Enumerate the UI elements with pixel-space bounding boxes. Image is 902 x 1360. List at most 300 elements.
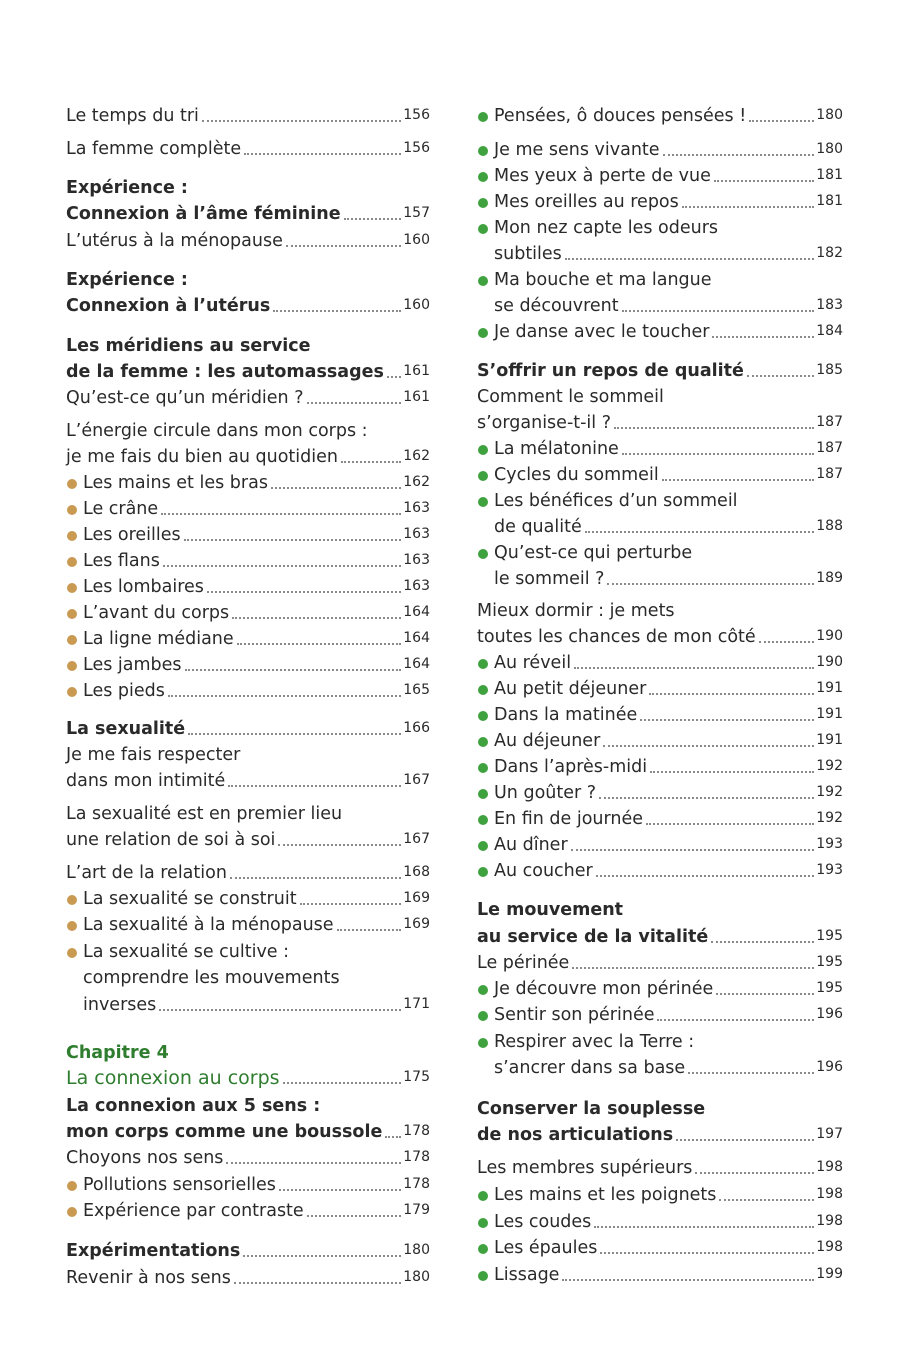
toc-entry-title: Je découvre mon périnée bbox=[494, 979, 714, 999]
toc-entry-title: Au dîner bbox=[494, 835, 568, 855]
toc-entry bbox=[477, 1263, 843, 1287]
toc-entry bbox=[477, 216, 843, 240]
toc-entry bbox=[66, 229, 430, 253]
toc-entry-title: au service de la vitalité bbox=[477, 927, 709, 947]
toc-entry bbox=[66, 176, 430, 200]
bullet-icon bbox=[478, 146, 488, 156]
dot-leader bbox=[585, 531, 815, 533]
toc-entry bbox=[66, 913, 430, 937]
toc-entry-title: je me fais du bien au quotidien bbox=[66, 447, 338, 467]
toc-entry-page: 190 bbox=[816, 654, 843, 670]
toc-entry bbox=[66, 575, 430, 599]
toc-entry-page: 197 bbox=[816, 1126, 843, 1142]
toc-entry-page: 165 bbox=[403, 682, 430, 698]
toc-entry-title: Les lombaires bbox=[83, 577, 204, 597]
toc-entry bbox=[477, 1097, 843, 1121]
dot-leader bbox=[607, 583, 814, 585]
toc-entry-page: 195 bbox=[816, 928, 843, 944]
dot-leader bbox=[711, 941, 814, 943]
bullet-icon bbox=[478, 1038, 488, 1048]
dot-leader bbox=[237, 643, 402, 645]
toc-entry-title: une relation de soi à soi bbox=[66, 830, 276, 850]
toc-entry bbox=[477, 1210, 843, 1234]
toc-entry bbox=[477, 755, 843, 779]
toc-entry bbox=[66, 653, 430, 677]
toc-entry-title: Les mains et les poignets bbox=[494, 1185, 717, 1205]
toc-entry-page: 164 bbox=[403, 604, 430, 620]
dot-leader bbox=[649, 693, 814, 695]
toc-entry-page: 185 bbox=[816, 362, 843, 378]
toc-entry-title: Ma bouche et ma langue bbox=[494, 270, 712, 290]
toc-entry-page: 163 bbox=[403, 526, 430, 542]
toc-entry bbox=[477, 567, 843, 591]
toc-entry-page: 157 bbox=[403, 205, 430, 221]
toc-entry-page: 192 bbox=[816, 758, 843, 774]
bullet-icon bbox=[67, 531, 77, 541]
dot-leader bbox=[622, 453, 814, 455]
dot-leader bbox=[168, 695, 401, 697]
dot-leader bbox=[273, 310, 401, 312]
toc-entry-page: 187 bbox=[816, 440, 843, 456]
bullet-icon bbox=[478, 789, 488, 799]
toc-entry-title: de nos articulations bbox=[477, 1125, 674, 1145]
toc-entry-page: 161 bbox=[403, 363, 430, 379]
toc-entry-page: 191 bbox=[816, 706, 843, 722]
toc-entry-title: s’ancrer dans sa base bbox=[494, 1058, 686, 1078]
dot-leader bbox=[163, 565, 401, 567]
dot-leader bbox=[600, 1252, 814, 1254]
toc-entry bbox=[477, 1003, 843, 1027]
bullet-icon bbox=[478, 867, 488, 877]
toc-entry-title: Les bénéfices d’un sommeil bbox=[494, 491, 738, 511]
toc-entry bbox=[477, 437, 843, 461]
toc-entry-title: L’avant du corps bbox=[83, 603, 230, 623]
toc-entry-page: 164 bbox=[403, 656, 430, 672]
dot-leader bbox=[676, 1139, 814, 1141]
toc-entry-page: 193 bbox=[816, 862, 843, 878]
toc-entry-page: 182 bbox=[816, 245, 843, 261]
toc-entry bbox=[477, 489, 843, 513]
toc-entry-page: 179 bbox=[403, 1202, 430, 1218]
bullet-icon bbox=[478, 711, 488, 721]
toc-entry-title: Connexion à l’utérus bbox=[66, 296, 271, 316]
toc-entry-page: 180 bbox=[403, 1242, 430, 1258]
toc-entry-page: 178 bbox=[403, 1123, 430, 1139]
dot-leader bbox=[159, 1009, 401, 1011]
toc-entry-title: Le temps du tri bbox=[66, 106, 199, 126]
bullet-icon bbox=[478, 841, 488, 851]
dot-leader bbox=[571, 849, 815, 851]
toc-entry-page: 156 bbox=[403, 140, 430, 156]
bullet-icon bbox=[478, 471, 488, 481]
toc-entry-title: Comment le sommeil bbox=[477, 387, 664, 407]
toc-entry-title: Mes oreilles au repos bbox=[494, 192, 679, 212]
toc-entry-title: La connexion aux 5 sens : bbox=[66, 1096, 321, 1116]
bullet-icon bbox=[478, 549, 488, 559]
dot-leader bbox=[565, 258, 814, 260]
toc-entry bbox=[477, 807, 843, 831]
toc-entry-title: La sexualité se construit bbox=[83, 889, 297, 909]
dot-leader bbox=[244, 153, 401, 155]
toc-entry-page: 199 bbox=[816, 1266, 843, 1282]
toc-entry bbox=[66, 769, 430, 793]
toc-entry-title: Lissage bbox=[494, 1265, 560, 1285]
dot-leader bbox=[385, 1136, 401, 1138]
toc-entry-page: 180 bbox=[403, 1269, 430, 1285]
dot-leader bbox=[283, 1082, 402, 1084]
bullet-icon bbox=[478, 172, 488, 182]
toc-entry-title: Les coudes bbox=[494, 1212, 592, 1232]
bullet-icon bbox=[478, 112, 488, 122]
toc-entry-title: Chapitre 4 bbox=[66, 1043, 169, 1063]
dot-leader bbox=[234, 1282, 401, 1284]
toc-entry bbox=[477, 541, 843, 565]
toc-entry bbox=[66, 497, 430, 521]
bullet-icon bbox=[67, 948, 77, 958]
dot-leader bbox=[300, 903, 402, 905]
toc-entry bbox=[66, 471, 430, 495]
bullet-icon bbox=[67, 557, 77, 567]
toc-entry-title: La sexualité à la ménopause bbox=[83, 915, 334, 935]
bullet-icon bbox=[67, 661, 77, 671]
dot-leader bbox=[574, 667, 814, 669]
toc-entry-title: La sexualité se cultive : bbox=[83, 942, 290, 962]
toc-entry-page: 191 bbox=[816, 732, 843, 748]
toc-entry-page: 171 bbox=[403, 996, 430, 1012]
bullet-icon bbox=[478, 1218, 488, 1228]
bullet-icon bbox=[67, 1181, 77, 1191]
dot-leader bbox=[243, 1255, 401, 1257]
toc-entry-title: Choyons nos sens bbox=[66, 1148, 224, 1168]
toc-entry bbox=[477, 925, 843, 949]
bullet-icon bbox=[478, 659, 488, 669]
toc-entry bbox=[66, 1266, 430, 1290]
toc-entry-page: 166 bbox=[403, 720, 430, 736]
toc-entry bbox=[477, 1123, 843, 1147]
toc-entry-page: 181 bbox=[816, 167, 843, 183]
bullet-icon bbox=[478, 685, 488, 695]
toc-entry bbox=[66, 137, 430, 161]
toc-entry bbox=[477, 138, 843, 162]
toc-entry bbox=[477, 729, 843, 753]
toc-entry-page: 175 bbox=[403, 1069, 430, 1085]
bullet-icon bbox=[478, 815, 488, 825]
toc-entry-page: 168 bbox=[403, 864, 430, 880]
toc-entry-page: 178 bbox=[403, 1176, 430, 1192]
dot-leader bbox=[562, 1279, 814, 1281]
toc-entry bbox=[477, 242, 843, 266]
dot-leader bbox=[759, 641, 815, 643]
toc-entry-title: inverses bbox=[83, 995, 157, 1015]
toc-entry bbox=[66, 268, 430, 292]
bullet-icon bbox=[478, 763, 488, 773]
bullet-icon bbox=[67, 895, 77, 905]
toc-entry bbox=[66, 1094, 430, 1118]
toc-entry-title: mon corps comme une boussole bbox=[66, 1122, 383, 1142]
dot-leader bbox=[622, 310, 815, 312]
toc-entry bbox=[66, 966, 430, 990]
toc-entry-page: 160 bbox=[403, 297, 430, 313]
toc-entry-title: Pollutions sensorielles bbox=[83, 1175, 276, 1195]
toc-entry bbox=[477, 1236, 843, 1260]
toc-entry bbox=[477, 859, 843, 883]
toc-entry-title: En fin de journée bbox=[494, 809, 643, 829]
bullet-icon bbox=[478, 328, 488, 338]
bullet-icon bbox=[478, 737, 488, 747]
dot-leader bbox=[747, 375, 814, 377]
toc-entry-title: dans mon intimité bbox=[66, 771, 226, 791]
bullet-icon bbox=[478, 985, 488, 995]
toc-entry-title: Expérience : bbox=[66, 270, 188, 290]
dot-leader bbox=[184, 539, 402, 541]
dot-leader bbox=[230, 877, 401, 879]
toc-entry bbox=[477, 411, 843, 435]
dot-leader bbox=[695, 1172, 814, 1174]
toc-entry-title: Respirer avec la Terre : bbox=[494, 1032, 695, 1052]
dot-leader bbox=[663, 154, 815, 156]
dot-leader bbox=[712, 336, 814, 338]
toc-entry-title: La ligne médiane bbox=[83, 629, 234, 649]
toc-entry-title: subtiles bbox=[494, 244, 562, 264]
toc-entry-page: 181 bbox=[816, 193, 843, 209]
toc-entry bbox=[477, 703, 843, 727]
toc-entry-page: 163 bbox=[403, 578, 430, 594]
toc-entry-title: Sentir son périnée bbox=[494, 1005, 655, 1025]
toc-entry bbox=[66, 1041, 430, 1065]
toc-entry bbox=[66, 334, 430, 358]
toc-entry-page: 196 bbox=[816, 1059, 843, 1075]
toc-entry bbox=[66, 104, 430, 128]
dot-leader bbox=[640, 719, 814, 721]
toc-entry-title: comprendre les mouvements bbox=[83, 968, 340, 988]
toc-entry bbox=[66, 419, 430, 443]
dot-leader bbox=[307, 402, 402, 404]
toc-entry bbox=[66, 601, 430, 625]
toc-entry bbox=[66, 523, 430, 547]
toc-entry-title: Mes yeux à perte de vue bbox=[494, 166, 711, 186]
toc-entry-page: 156 bbox=[403, 107, 430, 123]
toc-entry-page: 178 bbox=[403, 1149, 430, 1165]
toc-entry-title: Les flans bbox=[83, 551, 160, 571]
toc-entry-page: 187 bbox=[816, 466, 843, 482]
dot-leader bbox=[307, 1215, 402, 1217]
toc-entry-title: Un goûter ? bbox=[494, 783, 597, 803]
toc-entry-title: S’offrir un repos de qualité bbox=[477, 361, 744, 381]
toc-entry-title: La mélatonine bbox=[494, 439, 619, 459]
toc-entry-title: Le mouvement bbox=[477, 900, 624, 920]
bullet-icon bbox=[67, 609, 77, 619]
toc-entry-title: Le périnée bbox=[477, 953, 570, 973]
toc-entry bbox=[66, 549, 430, 573]
toc-entry-page: 187 bbox=[816, 414, 843, 430]
toc-entry-title: s’organise-t-il ? bbox=[477, 413, 612, 433]
toc-entry bbox=[477, 781, 843, 805]
toc-entry-page: 193 bbox=[816, 836, 843, 852]
toc-entry-title: La sexualité bbox=[66, 719, 186, 739]
dot-leader bbox=[682, 206, 815, 208]
bullet-icon bbox=[478, 276, 488, 286]
bullet-icon bbox=[478, 1191, 488, 1201]
toc-entry bbox=[477, 1030, 843, 1054]
toc-entry-title: Les membres supérieurs bbox=[477, 1158, 693, 1178]
toc-entry bbox=[477, 1156, 843, 1180]
toc-entry bbox=[477, 1056, 843, 1080]
toc-entry-title: La sexualité est en premier lieu bbox=[66, 804, 343, 824]
dot-leader bbox=[341, 461, 401, 463]
toc-entry bbox=[66, 294, 430, 318]
bullet-icon bbox=[478, 198, 488, 208]
toc-entry-title: L’art de la relation bbox=[66, 863, 227, 883]
bullet-icon bbox=[67, 505, 77, 515]
toc-entry-title: L’énergie circule dans mon corps : bbox=[66, 421, 368, 441]
toc-entry-title: Les méridiens au service bbox=[66, 336, 311, 356]
toc-entry bbox=[66, 1066, 430, 1090]
dot-leader bbox=[714, 180, 814, 182]
bullet-icon bbox=[67, 687, 77, 697]
toc-entry bbox=[66, 627, 430, 651]
toc-entry bbox=[477, 898, 843, 922]
toc-entry-page: 180 bbox=[816, 141, 843, 157]
toc-entry bbox=[477, 651, 843, 675]
toc-entry bbox=[477, 677, 843, 701]
dot-leader bbox=[202, 120, 401, 122]
bullet-icon bbox=[478, 1271, 488, 1281]
toc-entry-title: de qualité bbox=[494, 517, 582, 537]
toc-entry bbox=[66, 1199, 430, 1223]
toc-entry bbox=[477, 599, 843, 623]
dot-leader bbox=[572, 967, 814, 969]
toc-entry-page: 167 bbox=[403, 772, 430, 788]
toc-entry-title: L’utérus à la ménopause bbox=[66, 231, 283, 251]
toc-entry-title: de la femme : les automassages bbox=[66, 362, 384, 382]
dot-leader bbox=[207, 591, 401, 593]
bullet-icon bbox=[478, 445, 488, 455]
toc-entry bbox=[66, 993, 430, 1017]
dot-leader bbox=[719, 1199, 814, 1201]
dot-leader bbox=[614, 427, 814, 429]
toc-entry bbox=[477, 515, 843, 539]
toc-entry-page: 161 bbox=[403, 389, 430, 405]
toc-entry-page: 163 bbox=[403, 500, 430, 516]
toc-entry-title: La connexion au corps bbox=[66, 1067, 280, 1089]
toc-entry bbox=[477, 268, 843, 292]
toc-entry-title: Mon nez capte les odeurs bbox=[494, 218, 719, 238]
toc-entry-page: 192 bbox=[816, 784, 843, 800]
toc-entry-title: La femme complète bbox=[66, 139, 242, 159]
dot-leader bbox=[650, 771, 814, 773]
toc-entry-title: Le crâne bbox=[83, 499, 159, 519]
toc-entry-title: Expérimentations bbox=[66, 1241, 241, 1261]
toc-entry-page: 163 bbox=[403, 552, 430, 568]
dot-leader bbox=[279, 1189, 401, 1191]
dot-leader bbox=[228, 785, 401, 787]
toc-entry-title: Conserver la souplesse bbox=[477, 1099, 706, 1119]
toc-entry-title: Expérience : bbox=[66, 178, 188, 198]
toc-entry bbox=[477, 463, 843, 487]
toc-entry-page: 180 bbox=[816, 107, 843, 123]
bullet-icon bbox=[478, 1244, 488, 1254]
toc-entry-title: Au réveil bbox=[494, 653, 572, 673]
toc-entry bbox=[477, 625, 843, 649]
toc-entry-title: Je me sens vivante bbox=[494, 140, 660, 160]
toc-entry bbox=[66, 743, 430, 767]
toc-entry bbox=[66, 887, 430, 911]
toc-entry bbox=[477, 320, 843, 344]
bullet-icon bbox=[67, 479, 77, 489]
bullet-icon bbox=[67, 635, 77, 645]
toc-entry bbox=[66, 940, 430, 964]
toc-entry-page: 195 bbox=[816, 980, 843, 996]
toc-entry bbox=[477, 951, 843, 975]
toc-entry bbox=[66, 802, 430, 826]
toc-entry-title: Au petit déjeuner bbox=[494, 679, 647, 699]
dot-leader bbox=[596, 875, 815, 877]
dot-leader bbox=[599, 797, 814, 799]
bullet-icon bbox=[67, 1207, 77, 1217]
toc-entry bbox=[66, 386, 430, 410]
toc-entry-page: 191 bbox=[816, 680, 843, 696]
toc-entry-title: Revenir à nos sens bbox=[66, 1268, 231, 1288]
dot-leader bbox=[662, 479, 815, 481]
toc-entry-title: Connexion à l’âme féminine bbox=[66, 204, 341, 224]
toc-entry-title: Les mains et les bras bbox=[83, 473, 268, 493]
toc-entry bbox=[66, 445, 430, 469]
bullet-icon bbox=[67, 921, 77, 931]
dot-leader bbox=[232, 617, 401, 619]
toc-entry-title: Expérience par contraste bbox=[83, 1201, 304, 1221]
toc-entry-title: Mieux dormir : je mets bbox=[477, 601, 675, 621]
toc-entry-page: 167 bbox=[403, 831, 430, 847]
toc-entry-title: Les épaules bbox=[494, 1238, 598, 1258]
toc-entry-title: Je danse avec le toucher bbox=[494, 322, 710, 342]
toc-entry bbox=[66, 828, 430, 852]
toc-entry-page: 188 bbox=[816, 518, 843, 534]
toc-entry-page: 198 bbox=[816, 1239, 843, 1255]
toc-entry-title: Qu’est-ce qu’un méridien ? bbox=[66, 388, 304, 408]
toc-entry-title: Dans la matinée bbox=[494, 705, 638, 725]
toc-entry bbox=[477, 294, 843, 318]
toc-entry-title: Au coucher bbox=[494, 861, 593, 881]
toc-entry bbox=[66, 1120, 430, 1144]
toc-entry-title: Je me fais respecter bbox=[66, 745, 241, 765]
toc-entry bbox=[66, 1173, 430, 1197]
toc-entry-page: 198 bbox=[816, 1159, 843, 1175]
toc-entry-page: 169 bbox=[403, 890, 430, 906]
dot-leader bbox=[286, 245, 401, 247]
toc-entry bbox=[477, 190, 843, 214]
dot-leader bbox=[337, 929, 402, 931]
toc-entry-title: Les jambes bbox=[83, 655, 182, 675]
dot-leader bbox=[749, 120, 814, 122]
dot-leader bbox=[646, 823, 814, 825]
toc-entry-title: se découvrent bbox=[494, 296, 619, 316]
dot-leader bbox=[657, 1019, 814, 1021]
toc-entry-page: 164 bbox=[403, 630, 430, 646]
toc-entry bbox=[66, 1146, 430, 1170]
dot-leader bbox=[603, 745, 814, 747]
toc-entry bbox=[477, 164, 843, 188]
dot-leader bbox=[161, 513, 401, 515]
toc-entry bbox=[477, 359, 843, 383]
toc-entry-title: Pensées, ô douces pensées ! bbox=[494, 106, 747, 126]
toc-entry-page: 169 bbox=[403, 916, 430, 932]
toc-entry-title: Cycles du sommeil bbox=[494, 465, 659, 485]
bullet-icon bbox=[478, 497, 488, 507]
toc-entry-page: 162 bbox=[403, 448, 430, 464]
toc-entry bbox=[66, 1239, 430, 1263]
dot-leader bbox=[594, 1226, 814, 1228]
toc-entry-page: 160 bbox=[403, 232, 430, 248]
